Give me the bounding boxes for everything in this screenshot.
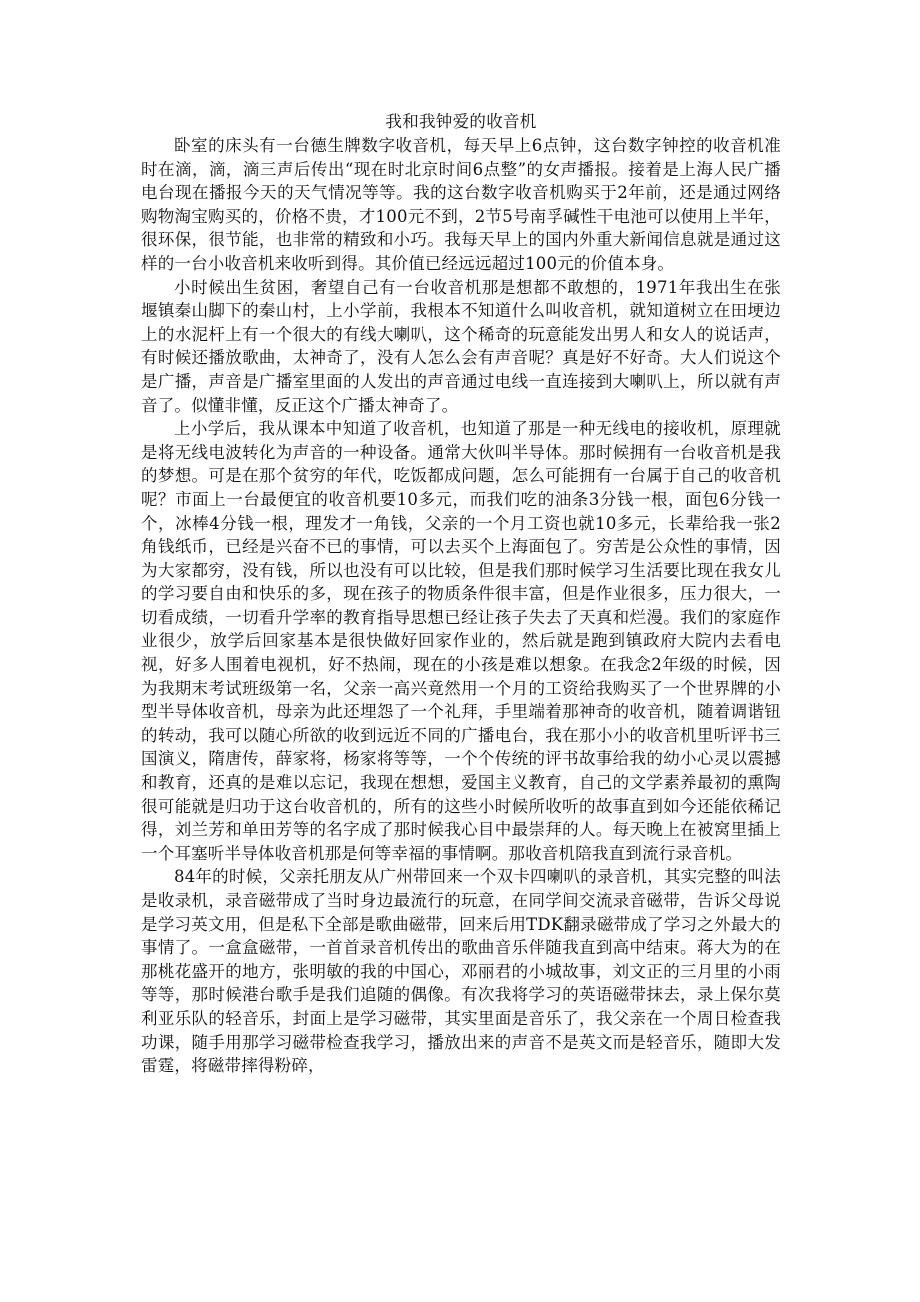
paragraph-1: 卧室的床头有一台德生牌数字收音机，每天早上6点钟，这台数字钟控的收音机准时在滴，滴，滴三声后传出“现在时北京时间6点整”的女声播报。接着是上海人民广播电台现在播报今天的天气情况等等。我的这台数字收音机购买于2年前，还是通过网络购物淘宝购买的，价格不贵，才100元不到，2节5号南孚碱性干电池可以使用上半年，很环保，很节能，也非常的精致和小巧。我每天早上的国内外重大新闻信息就是通过这样的一台小收音机来收听到得。其价值已经远远超过100元的价值本身。 xyxy=(141,136,781,273)
document-title: 我和我钟爱的收音机 xyxy=(385,112,537,131)
paragraph-3: 上小学后，我从课本中知道了收音机，也知道了那是一种无线电的接收机，原理就是将无线电波转化为声音的一种设备。通常大伙叫半导体。那时候拥有一台收音机是我的梦想。可是在那个贫穷的年代，吃饭都成问题，怎么可能拥有一台属于自己的收音机呢？市面上一台最便宜的收音机要10多元，而我们吃的油条3分钱一根，面包6分钱一个，冰棒4分钱一根，理发才一角钱，父亲的一个月工资也就10多元，长辈给我一张2角钱纸币，已经是兴奋不已的事情，可以去买个上海面包了。穷苦是公众性的事情，因为大家都穷，没有钱，所以也没有可以比较，但是我们那时候学习生活要比现在我女儿的学习要自由和快乐的多，现在孩子的物质条件很丰富，但是作业很多，压力很大，一切看成绩，一切看升学率的教育指导思想已经让孩子失去了天真和烂漫。我们的家庭作业很少，放学后回家基本是很快做好回家作业的，然后就是跑到镇政府大院内去看电视，好多人围着电视机，好不热闹，现在的小孩是难以想象。在我念2年级的时候，因为我期末考试班级第一名，父亲一高兴竟然用一个月的工资给我购买了一个世界牌的小型半导体收音机，母亲为此还埋怨了一个礼拜，手里端着那神奇的收音机，随着调谐钮的转动，我可以随心所欲的收到远近不同的广播电台，我在那小小的收音机里听评书三国演义，隋唐传，薛家将，杨家将等等，一个个传统的评书故事给我的幼小心灵以震撼和教育，还真的是难以忘记，我现在想想，爱国主义教育，自己的文学素养最初的熏陶很可能就是归功于这台收音机的，所有的这些小时候所收听的故事直到如今还能依稀记得，刘兰芳和单田芳等的名字成了那时候我心目中最崇拜的人。每天晚上在被窝里插上一个耳塞听半导体收音机那是何等幸福的事情啊。那收音机陪我直到流行录音机。 xyxy=(141,419,781,863)
paragraph-4: 84年的时候，父亲托朋友从广州带回来一个双卡四喇叭的录音机，其实完整的叫法是收录机，录音磁带成了当时身边最流行的玩意，在同学间交流录音磁带，告诉父母说是学习英文用，但是私下全部是歌曲磁带，回来后用TDK翻录磁带成了学习之外最大的事情了。一盒盒磁带，一首首录音机传出的歌曲音乐伴随我直到高中结束。蒋大为的在那桃花盛开的地方，张明敏的我的中国心，邓丽君的小城故事，刘文正的三月里的小雨等等，那时候港台歌手是我们追随的偶像。有次我将学习的英语磁带抹去，录上保尔莫利亚乐队的轻音乐，封面上是学习磁带，其实里面是音乐了，我父亲在一个周日检查我功课，随手用那学习磁带检查我学习，播放出来的声音不是英文而是轻音乐，随即大发雷霆，将磁带摔得粉碎， xyxy=(141,867,781,1076)
paragraph-2: 小时候出生贫困，奢望自己有一台收音机那是想都不敢想的，1971年我出生在张堰镇秦山脚下的秦山村，上小学前，我根本不知道什么叫收音机，就知道树立在田埂边上的水泥杆上有一个很大的有线大喇叭，这个稀奇的玩意能发出男人和女人的说话声，有时候还播放歌曲，太神奇了，没有人怎么会有声音呢？真是好不好奇。大人们说这个是广播，声音是广播室里面的人发出的声音通过电线一直连接到大喇叭上，所以就有声音了。似懂非懂，反正这个广播太神奇了。 xyxy=(141,277,781,415)
document-page xyxy=(141,110,781,1078)
